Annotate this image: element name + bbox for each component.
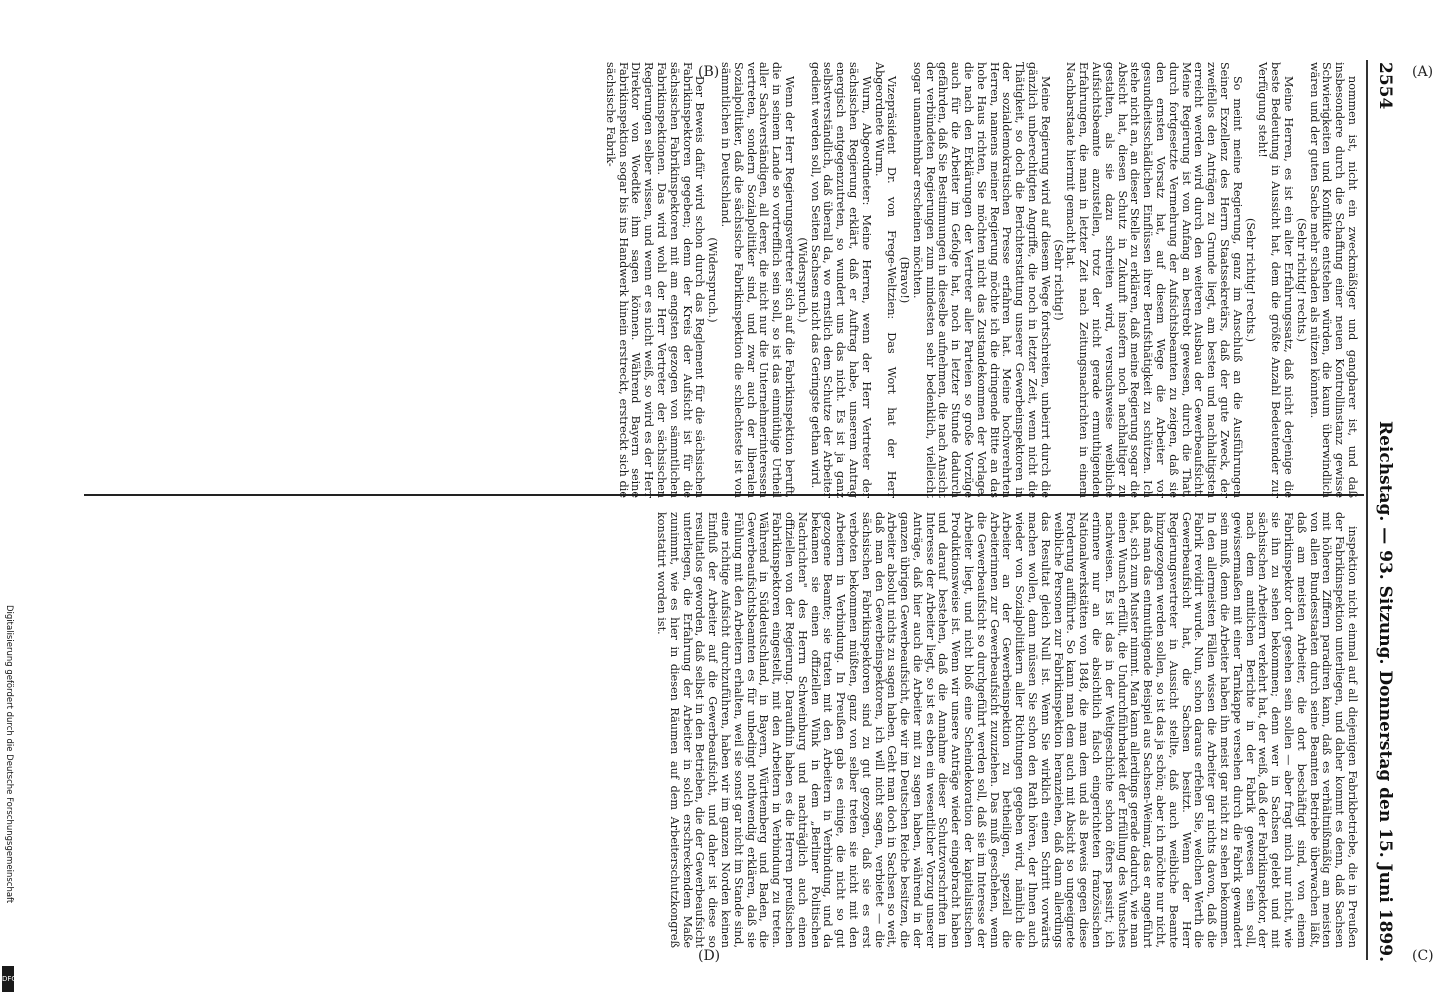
page-number: 2554 (1375, 62, 1395, 110)
left-paragraph: So meint meine Regierung, ganz im Anschluß an die Ausführungen Seiner Exzellenz des Herrn Staatssekretärs, daß der gute Zweck, der zweifellos den Anträgen zu Grunde liegt, am besten und nachhaltigsten erreicht werden wird durch den weiteren Ausbau der Gewerbeaufsicht. Meine Regierung ist von Anfang an bestrebt gewesen, durch die That, durch fortgesetzte Vermehrung der Aufsichtsbeamten zu zeigen, daß sie den ernsten Vorsatz hat, auf diesem Wege die Arbeiter vor gesundheitsschädlichen Einflüssen ihrer Berufsthätigkeit zu schützen. Ich stehe nicht an, an dieser Stelle zu erklären, daß meine Regierung sogar die Absicht hat, diesen Schutz in Zukunft insofern noch nachhaltiger zu gestalten, als sie dazu schreiten wird, versuchsweise weibliche Aufsichtsbeamte anzustellen, trotz der nicht gerade ermuthigenden Erfahrungen, die man in letzter Zeit nach Zeitungsnachrichten in einem Nachbarstaate hiermit gemacht hat. (1064, 62, 1244, 498)
left-paragraph: (Sehr richtig! rechts.) (1294, 217, 1308, 343)
marker-a: (A) (1412, 64, 1434, 80)
left-column (603, 62, 1359, 498)
dfg-logo: DFG (2, 966, 14, 992)
left-paragraph: (Widerspruch.) (795, 237, 809, 323)
left-paragraph: (Bravo!) (898, 256, 912, 304)
right-paragraph: inspektion nicht einmal auf all diejenigen Fabrikbetriebe, die in Preußen der Fabrikinspektion unterliegen, und daher kommt es denn, daß Sachsen mit höheren Ziffern paradiren kann, daß es verhältnißmäßig am meisten von allen Bundesstaaten durch seine Beamten Betriebe überwachen läßt, daß am meisten Arbeiter, die dort beschäftigt sind, von einem Fabrikinspektor dort gesehen sein sollen — aber fragt mich nur nicht, wie sie ihn zu sehen bekommen; denn wer in Sachsen gelebt und mit sächsischen Arbeitern verkehrt hat, der weiß, daß der Fabrikinspektor, der nach dem amtlichen Berichte in der Fabrik gewesen sein soll, gewissermaßen mit einer Tarnkappe versehen durch die Fabrik gewandert sein muß, denn die Arbeiter haben ihn meist gar nicht zu sehen bekommen. In den allermeisten Fällen wissen die Arbeiter gar nichts davon, daß die Fabrik revidirt wurde. Nun, schon daraus erfehen Sie, welchen Werth die Gewerbeaufsicht hat, die Sachsen besitzt. Wenn der Herr Regierungsvertreter in Aussicht stellte, daß auch weibliche Beamte hinzugezogen werden sollen, so ist das ja schön; aber ich möchte nur nicht, daß man das entmuthigende Beispiel aus Sachsen-Weimar, das er angeführt hat, sich zum Muster nimmt. Man kann allerdings gerade dadurch, wie man einen Wunsch erfüllt, die Undurchführbarkeit der Erfüllung des Wunsches nachweisen. Es ist das in der Weltgeschichte schon öfters passirt; ich erinnere nur an die absichtlich falsch eingerichteten französischen Nationalwerkstätten von 1848, die man dem und als Beweis gegen diese Forderung aufführte. So kann man dem auch mit Absicht so ungeeignete weibliche Personen zur Fabrikinspektion heranziehen, daß dann allerdings das Resultat gleich Null ist. Wenn Sie wirklich einen Schritt vorwärts machen wollen, dann müssen Sie schon den Rath hören, der Ihnen auch wieder von Sozialpolitikern aller Richtungen gegeben wird, nämlich die Arbeiter an der Gewerbeinspektion zu betheiligen, speziell die Arbeiterinnen zur Gewerbeaufsicht zuzuziehen. Das muß geschehen, wenn die Gewerbeaufsicht so durchgeführt werden soll, daß sie im Interesse der Arbeiter liegt, und nicht bloß eine Scheindekoration der kapitalistischen Produktionsweise ist. Wenn wir unsere Anträge wieder eingebracht haben und darauf bestehen, daß die Annahme dieser Schutzvorschriften im Interesse der Arbeiter liegt, so ist es eben ein wesentlicher Vorzug unserer Anträge, daß hier auch die Arbeiter mit zu sagen haben, während in der ganzen übrigen Gewerbeaufsicht, die wir im Deutschen Reiche besitzen, die Arbeiter absolut nichts zu sagen haben. Geht man doch in Sachsen so weit, daß man den Gewerbeinspektoren, ich will nicht sagen, verbietet — die sächsischen Fabrikinspektoren sind zu gut gezogen, daß sie es erst verboten bekommen müßten, ganz von selber treten sie nicht mit den Arbeitern in Verbindung. In Preußen gab es einige, die nicht so gut gezogene Beamte; sie traten mit den Arbeitern in Verbindung, und da bekamen sie einen offiziellen Wink in dem „Berliner Politischen Nachrichten" des Herrn Schweinburg und nachträglich auch einen offiziellen von der Regierung. Daraufhin haben es die Herren preußischen Fabrikinspektoren eingestellt, mit den Arbeitern in Verbindung zu treten. Während in Süddeutschland, in Bayern, Württemberg und Baden, die Gewerbeaufsichtsbeamten es für unbedingt nothwendig erklären, daß sie Fühlung mit den Arbeitern erhalten, weil sie sonst gar nicht im Stande sind, eine richtige Aufsicht durchzuführen, haben wir im ganzen Norden keinen Einfluß der Arbeiter auf die Gewerbeaufsicht, und daher ist diese so resultatlos geworden, daß selbst in den Betrieben, die der Gewerbeaufsicht unterliegen, die Erfahrung der Arbeiter in solch erschreckendem Maße zunimmt, wie es hier in diesen Räumen auf dem Arbeiterschutzkongreß konstatirt worden ist. (654, 512, 1359, 948)
marker-b: (B) (698, 64, 720, 80)
digitization-note: Digitalisierung gefördert durch die Deutsche Forschungsgemeinschaft (4, 605, 14, 904)
left-paragraph: Wurm, Abgeordneter: Meine Herren, wenn der Herr Vertreter der sächsischen Regierung erklärt, daß er Auftrag habe, unserem Antrag energisch entgegenzutreten, so wundert uns das nicht. Es ist ja ganz selbstverständlich, daß überall da, wo ernstlich dem Schutze der Arbeiter gedient werden soll, von Seiten Sachsens nicht das Geringste gethan wird. (808, 62, 873, 498)
right-column (654, 512, 1359, 948)
page-header (1365, 62, 1395, 962)
left-paragraph: Meine Regierung wird auf diesem Wege fortschreiten, unbeirrt durch die gänzlich unberechtigten Angriffe, die noch in letzter Zeit, wenn nicht die Thätigkeit, so doch die Berichterstattung unserer Gewerbeinspektoren in der sozialdemokratischen Presse erfahren hat. Meine hochverehrten Herren, namens meiner Regierung möchte ich die dringende Bitte an das hohe Haus richten, Sie möchten nicht das Zustandekommen der Vorlage, die nach den Erklärungen der Vertreter aller Parteien so große Vorzüge auch für die Arbeiter im Gefolge hat, noch in letzter Stunde dadurch gefährden, daß Sie Bestimmungen in dieselbe aufnehmen, die nach Ansicht der verbündeten Regierungen zum mindesten sehr bedenklich, vielleicht sogar unannehmbar erscheinen möchten. (910, 62, 1052, 498)
left-paragraph: (Sehr richtig!) (1051, 239, 1065, 321)
left-paragraph: (Sehr richtig! rechts.) (1243, 217, 1257, 343)
left-paragraph: Vizepräsident Dr. von Frege-Weltzien: Das Wort hat der Herr Abgeordnete Wurm. (872, 62, 899, 498)
left-paragraph: nommen ist, nicht ein zweckmäßiger und gangbarer ist, und daß insbesondere durch die Schaffung einer neuen Kontrollinstanz gewisse Schwierigkeiten und Konflikte entstehen würden, die kaum überwindlich wären und der guten Sache mehr schaden als nützen könnten. (1307, 62, 1359, 498)
marker-d: (D) (698, 948, 721, 964)
left-paragraph: (Widerspruch.) (706, 237, 720, 323)
left-paragraph: Der Beweis dafür wird schon durch das Reglement für die sächsischen Fabrikinspektoren gegeben; denn der Kreis der Aufsicht ist für die sächsischen Fabrikinspektoren mit am engsten gezogen von sämmtlichen Fabrikinspektionen. Das wird wohl der Herr Vertreter der sächsischen Regierungen selber wissen, und wenn er es nicht weiß, so wird es der Herr Direktor von Woedtke ihm sagen können. Während Bayern seine Fabrikinspektion sogar bis ins Handwerk hinein erstreckt, erstreckt sich die sächsische Fabrik- (603, 62, 707, 498)
marker-c: (C) (1412, 948, 1434, 964)
header-rule (1366, 60, 1368, 960)
left-paragraph: Meine Herren, es ist ein alter Erfahrungssatz, daß nicht derjenige die beste Bedeutung in Aussicht hat, dem die größte Anzahl Bedeutender zur Verfügung steht! (1256, 62, 1296, 498)
page-title: Reichstag. — 93. Sitzung. Donnerstag den 15. Juni 1899. (1375, 420, 1395, 962)
left-paragraph: Wenn der Herr Regierungsvertreter sich auf die Fabrikinspektion beruft, die in seinem Lande so vortrefflich sein soll, so ist das einmüthige Urtheil aller Sachverständigen, all derer, die nicht nur die Unternehmerinteressen vertreten, sondern Sozialpolitiker sind, und zwar auch der liberalen Sozialpolitiker, daß die sächsische Fabrikinspektion die schlechteste ist von sämmtlichen in Deutschland. (718, 62, 796, 498)
